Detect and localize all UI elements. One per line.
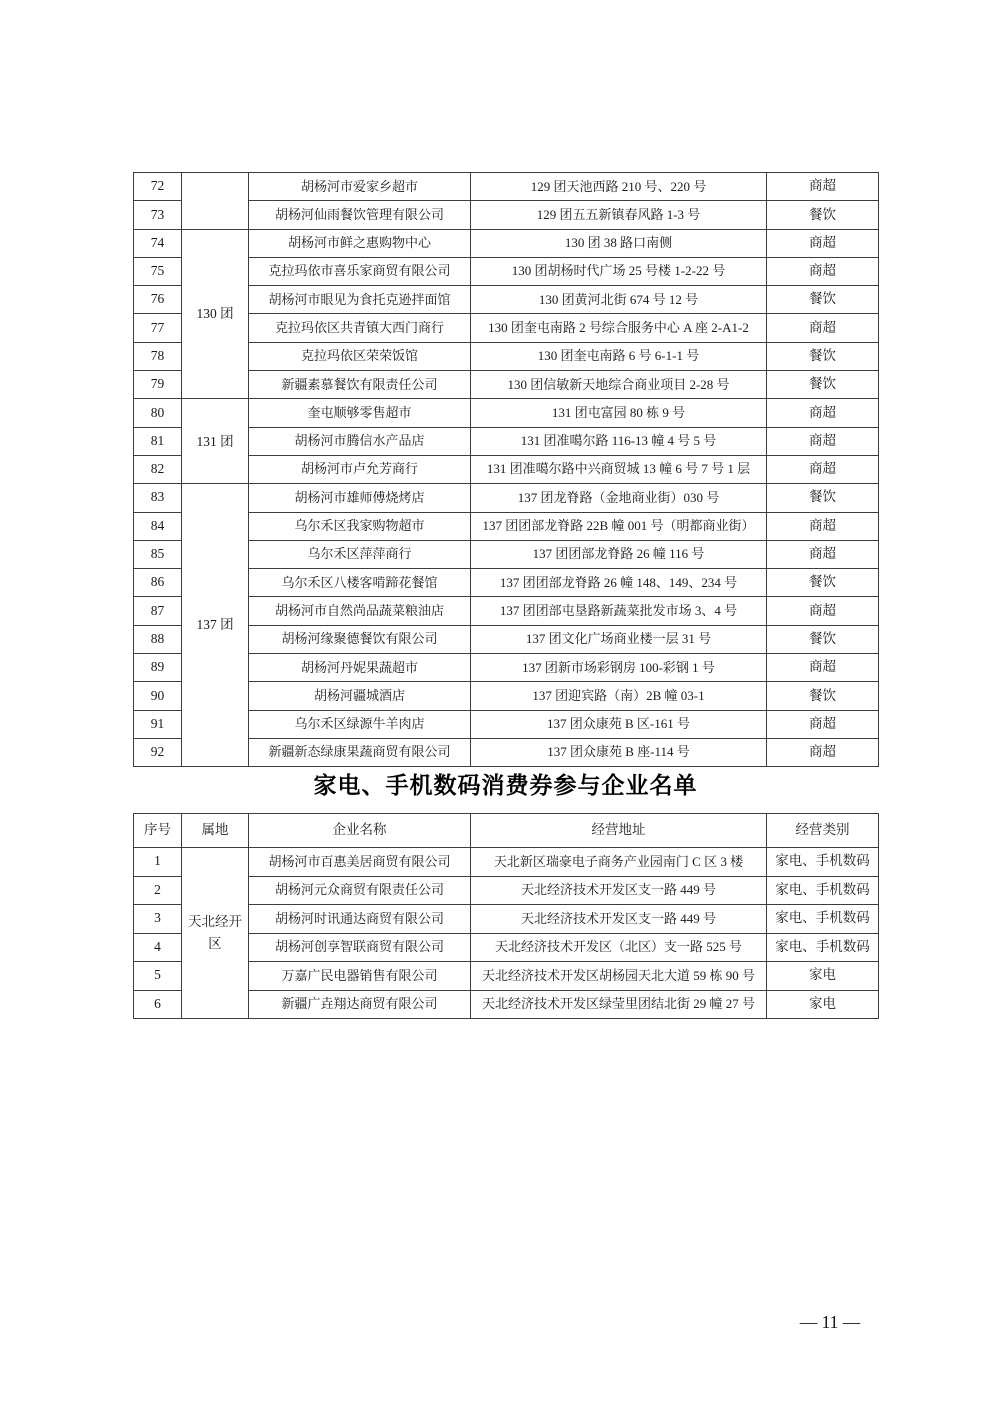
section-title: 家电、手机数码消费券参与企业名单 — [313, 772, 698, 798]
category-cell: 家电 — [767, 990, 879, 1019]
appliance-digital-table — [133, 813, 879, 1019]
category-cell: 餐饮 — [767, 625, 879, 653]
category-cell: 餐饮 — [767, 286, 879, 314]
serial-cell: 6 — [134, 990, 182, 1019]
address-cell: 137 团团部龙脊路 26 幢 148、149、234 号 — [471, 569, 767, 597]
address-cell: 天北新区瑞豪电子商务产业园南门 C 区 3 楼 — [471, 848, 767, 877]
column-header: 序号 — [134, 814, 182, 848]
company-name-cell: 胡杨河市百惠美居商贸有限公司 — [249, 848, 471, 877]
serial-cell: 91 — [134, 710, 182, 738]
category-cell: 家电、手机数码 — [767, 933, 879, 962]
company-name-cell: 胡杨河市自然尚品蔬菜粮油店 — [249, 597, 471, 625]
company-name-cell: 胡杨河元众商贸有限责任公司 — [249, 876, 471, 905]
category-cell: 家电 — [767, 962, 879, 991]
address-cell: 137 团团部屯垦路新蔬菜批发市场 3、4 号 — [471, 597, 767, 625]
company-name-cell: 奎屯顺够零售超市 — [249, 399, 471, 427]
company-name-cell: 克拉玛依区共青镇大西门商行 — [249, 314, 471, 342]
address-cell: 129 团天池西路 210 号、220 号 — [471, 173, 767, 201]
table-row — [134, 229, 879, 257]
company-name-cell: 胡杨河疆城酒店 — [249, 682, 471, 710]
serial-cell: 90 — [134, 682, 182, 710]
address-cell: 131 团准噶尔路中兴商贸城 13 幢 6 号 7 号 1 层 — [471, 455, 767, 483]
table-row — [134, 173, 879, 201]
region-cell: 天北经开区 — [182, 848, 249, 1019]
category-cell: 商超 — [767, 597, 879, 625]
address-cell: 130 团信敏新天地综合商业项目 2-28 号 — [471, 371, 767, 399]
address-cell: 天北经济技术开发区（北区）支一路 525 号 — [471, 933, 767, 962]
region-cell: 131 团 — [182, 399, 249, 484]
address-cell: 137 团新市场彩钢房 100-彩钢 1 号 — [471, 654, 767, 682]
category-cell: 商超 — [767, 654, 879, 682]
serial-cell: 82 — [134, 455, 182, 483]
merchant-list-table-continuation — [133, 172, 879, 767]
category-cell: 商超 — [767, 314, 879, 342]
category-cell: 商超 — [767, 257, 879, 285]
serial-cell: 85 — [134, 540, 182, 568]
company-name-cell: 新疆素慕餐饮有限责任公司 — [249, 371, 471, 399]
address-cell: 137 团团部龙脊路 22B 幢 001 号（明都商业街） — [471, 512, 767, 540]
serial-cell: 92 — [134, 738, 182, 766]
company-name-cell: 新疆广垚翔达商贸有限公司 — [249, 990, 471, 1019]
region-cell: 130 团 — [182, 229, 249, 399]
serial-cell: 4 — [134, 933, 182, 962]
serial-cell: 79 — [134, 371, 182, 399]
serial-cell: 80 — [134, 399, 182, 427]
merchant-table-body — [134, 173, 879, 767]
category-cell: 家电、手机数码 — [767, 876, 879, 905]
company-name-cell: 胡杨河仙雨餐饮管理有限公司 — [249, 201, 471, 229]
serial-cell: 87 — [134, 597, 182, 625]
company-name-cell: 乌尔禾区绿源牛羊肉店 — [249, 710, 471, 738]
company-name-cell: 胡杨河市腾信水产品店 — [249, 427, 471, 455]
company-name-cell: 克拉玛依区荣荣饭馆 — [249, 342, 471, 370]
serial-cell: 75 — [134, 257, 182, 285]
serial-cell: 77 — [134, 314, 182, 342]
category-cell: 商超 — [767, 738, 879, 766]
category-cell: 家电、手机数码 — [767, 848, 879, 877]
serial-cell: 76 — [134, 286, 182, 314]
company-name-cell: 胡杨河市爱家乡超市 — [249, 173, 471, 201]
address-cell: 130 团胡杨时代广场 25 号楼 1-2-22 号 — [471, 257, 767, 285]
serial-cell: 73 — [134, 201, 182, 229]
serial-cell: 86 — [134, 569, 182, 597]
column-header: 经营类别 — [767, 814, 879, 848]
address-cell: 天北经济技术开发区绿莹里团结北街 29 幢 27 号 — [471, 990, 767, 1019]
address-cell: 130 团 38 路口南侧 — [471, 229, 767, 257]
company-name-cell: 乌尔禾区我家购物超市 — [249, 512, 471, 540]
serial-cell: 78 — [134, 342, 182, 370]
company-name-cell: 胡杨河丹妮果蔬超市 — [249, 654, 471, 682]
address-cell: 天北经济技术开发区支一路 449 号 — [471, 905, 767, 934]
address-cell: 131 团屯富园 80 栋 9 号 — [471, 399, 767, 427]
serial-cell: 1 — [134, 848, 182, 877]
category-cell: 餐饮 — [767, 484, 879, 512]
category-cell: 餐饮 — [767, 371, 879, 399]
address-cell: 137 团众康苑 B 区-161 号 — [471, 710, 767, 738]
region-cell — [182, 173, 249, 230]
company-name-cell: 胡杨河市雄师傅烧烤店 — [249, 484, 471, 512]
category-cell: 商超 — [767, 540, 879, 568]
company-name-cell: 胡杨河市卢允芳商行 — [249, 455, 471, 483]
serial-cell: 2 — [134, 876, 182, 905]
header-row — [134, 814, 879, 848]
appliance-table-header — [134, 814, 879, 848]
company-name-cell: 胡杨河市眼见为食托克逊拌面馆 — [249, 286, 471, 314]
serial-cell: 3 — [134, 905, 182, 934]
address-cell: 137 团龙脊路（金地商业街）030 号 — [471, 484, 767, 512]
company-name-cell: 乌尔禾区八楼客啃蹄花餐馆 — [249, 569, 471, 597]
category-cell: 商超 — [767, 455, 879, 483]
appliance-table-body — [134, 848, 879, 1019]
category-cell: 餐饮 — [767, 569, 879, 597]
category-cell: 商超 — [767, 229, 879, 257]
address-cell: 130 团黄河北街 674 号 12 号 — [471, 286, 767, 314]
address-cell: 天北经济技术开发区支一路 449 号 — [471, 876, 767, 905]
company-name-cell: 胡杨河时讯通达商贸有限公司 — [249, 905, 471, 934]
category-cell: 商超 — [767, 710, 879, 738]
company-name-cell: 万嘉广民电器销售有限公司 — [249, 962, 471, 991]
company-name-cell: 胡杨河创享智联商贸有限公司 — [249, 933, 471, 962]
column-header: 企业名称 — [249, 814, 471, 848]
company-name-cell: 胡杨河市鲜之惠购物中心 — [249, 229, 471, 257]
company-name-cell: 克拉玛依市喜乐家商贸有限公司 — [249, 257, 471, 285]
category-cell: 餐饮 — [767, 682, 879, 710]
company-name-cell: 胡杨河缘聚德餐饮有限公司 — [249, 625, 471, 653]
category-cell: 商超 — [767, 173, 879, 201]
serial-cell: 74 — [134, 229, 182, 257]
address-cell: 天北经济技术开发区胡杨园天北大道 59 栋 90 号 — [471, 962, 767, 991]
region-cell: 137 团 — [182, 484, 249, 767]
page-number: — 11 — — [799, 1312, 861, 1332]
serial-cell: 89 — [134, 654, 182, 682]
category-cell: 商超 — [767, 512, 879, 540]
table-row — [134, 484, 879, 512]
category-cell: 商超 — [767, 399, 879, 427]
company-name-cell: 新疆新态绿康果蔬商贸有限公司 — [249, 738, 471, 766]
address-cell: 131 团准噶尔路 116-13 幢 4 号 5 号 — [471, 427, 767, 455]
company-name-cell: 乌尔禾区萍萍商行 — [249, 540, 471, 568]
category-cell: 餐饮 — [767, 342, 879, 370]
column-header: 属地 — [182, 814, 249, 848]
serial-cell: 84 — [134, 512, 182, 540]
table-row — [134, 848, 879, 877]
table-row — [134, 399, 879, 427]
serial-cell: 81 — [134, 427, 182, 455]
address-cell: 130 团奎屯南路 6 号 6-1-1 号 — [471, 342, 767, 370]
category-cell: 餐饮 — [767, 201, 879, 229]
address-cell: 137 团迎宾路（南）2B 幢 03-1 — [471, 682, 767, 710]
serial-cell: 88 — [134, 625, 182, 653]
address-cell: 130 团奎屯南路 2 号综合服务中心 A 座 2-A1-2 — [471, 314, 767, 342]
address-cell: 137 团众康苑 B 座-114 号 — [471, 738, 767, 766]
serial-cell: 72 — [134, 173, 182, 201]
serial-cell: 83 — [134, 484, 182, 512]
serial-cell: 5 — [134, 962, 182, 991]
address-cell: 137 团团部龙脊路 26 幢 116 号 — [471, 540, 767, 568]
address-cell: 129 团五五新镇春风路 1-3 号 — [471, 201, 767, 229]
category-cell: 商超 — [767, 427, 879, 455]
category-cell: 家电、手机数码 — [767, 905, 879, 934]
column-header: 经营地址 — [471, 814, 767, 848]
address-cell: 137 团文化广场商业楼一层 31 号 — [471, 625, 767, 653]
